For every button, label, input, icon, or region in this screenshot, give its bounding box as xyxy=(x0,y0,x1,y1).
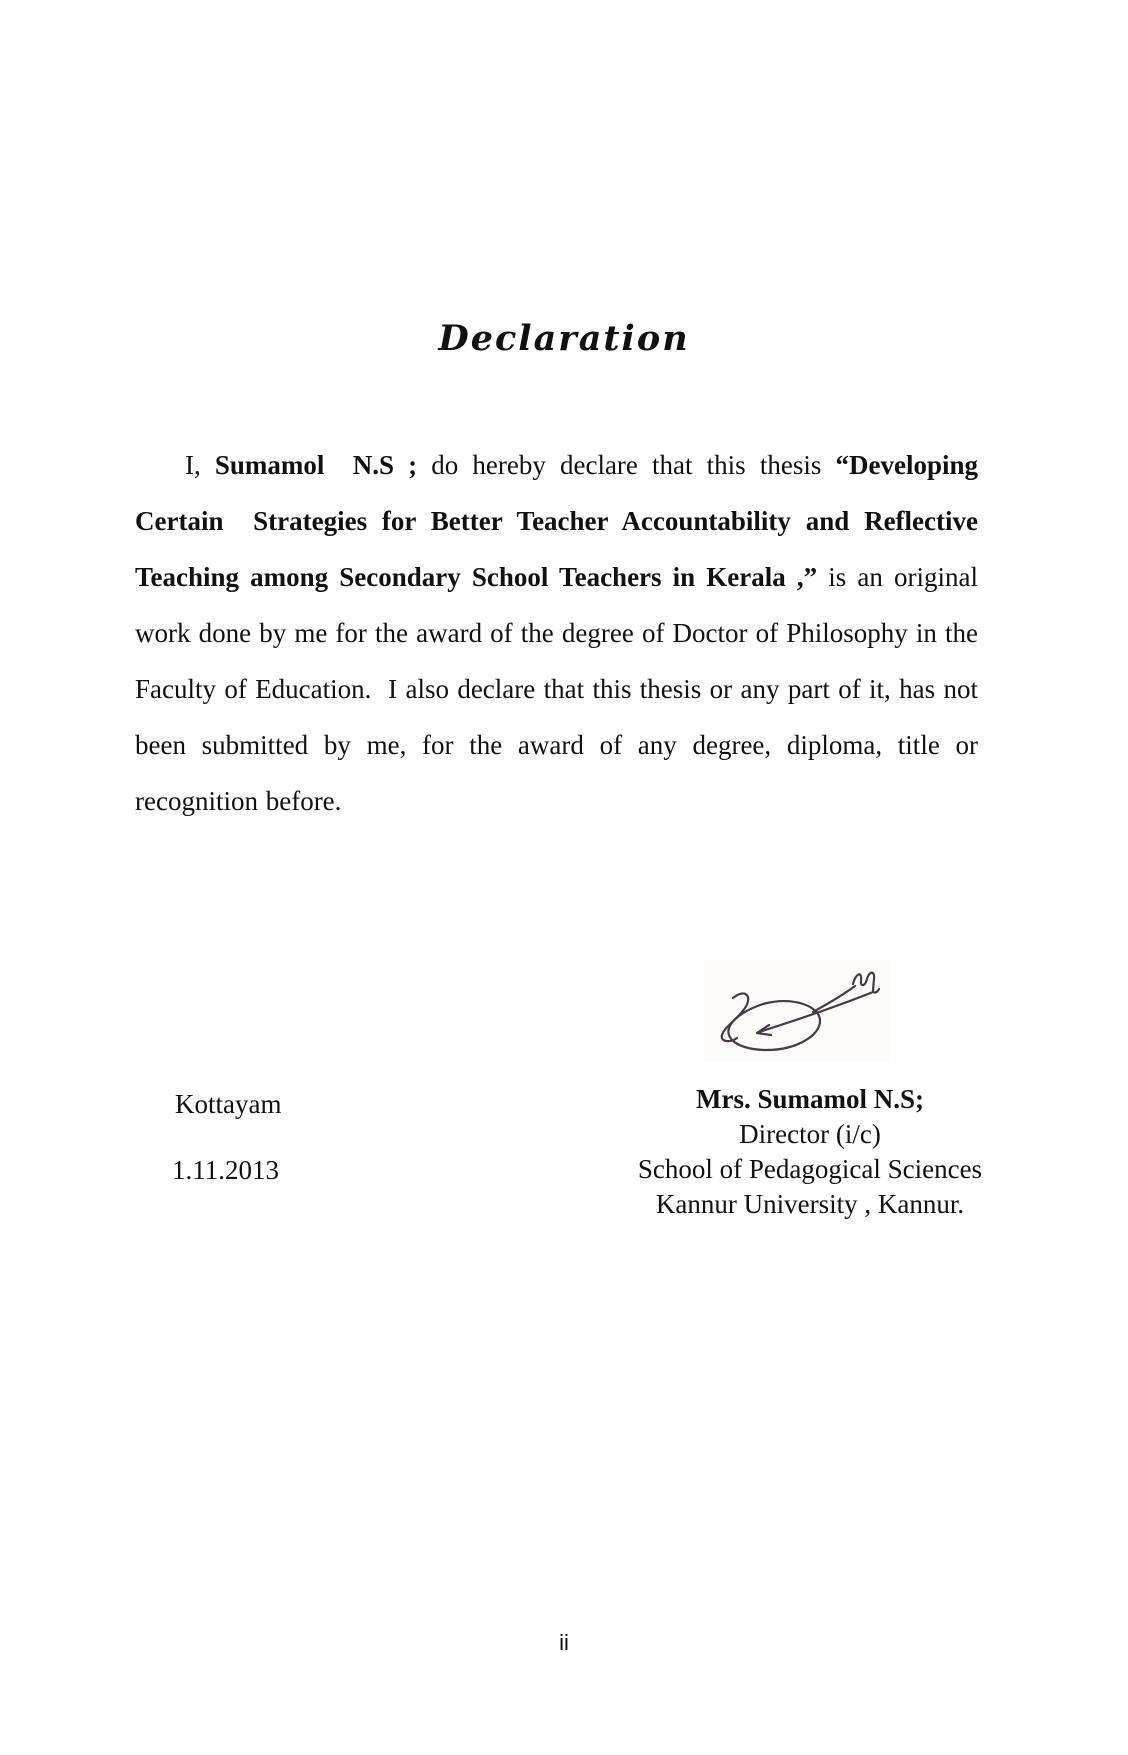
paragraph-segment-bold: “Developing Certain Strategies for Better Teacher Accountability and Reflective Teaching among Secondary School Teachers in Kerala ,” xyxy=(135,450,978,592)
handwritten-signature-icon xyxy=(703,960,891,1062)
paragraph-segment: do hereby declare that this thesis xyxy=(431,450,836,480)
signatory-designation: Director (i/c) xyxy=(739,1119,881,1149)
signatory-university: Kannur University , Kannur. xyxy=(655,1189,965,1219)
paragraph-segment: I, xyxy=(185,450,215,480)
paragraph-segment-bold: Sumamol N.S ; xyxy=(214,450,432,480)
declaration-paragraph xyxy=(135,437,978,829)
signatory-block xyxy=(618,1082,1002,1222)
paragraph-segment: is an original work done by me for the award of the degree of Doctor of Philosophy in the Faculty of Education. I also declare that this thesis or any part of it, has not been submitted by me, for the award of any degree, diploma, title or recognition before. xyxy=(135,562,978,816)
page-number: ii xyxy=(559,1630,569,1655)
signoff-place: Kottayam xyxy=(175,1089,282,1119)
signoff-date: 1.11.2013 xyxy=(172,1155,279,1185)
page-title: Declaration xyxy=(438,318,690,359)
signatory-institution: School of Pedagogical Sciences xyxy=(637,1154,983,1184)
signatory-name: Mrs. Sumamol N.S; xyxy=(696,1084,924,1114)
